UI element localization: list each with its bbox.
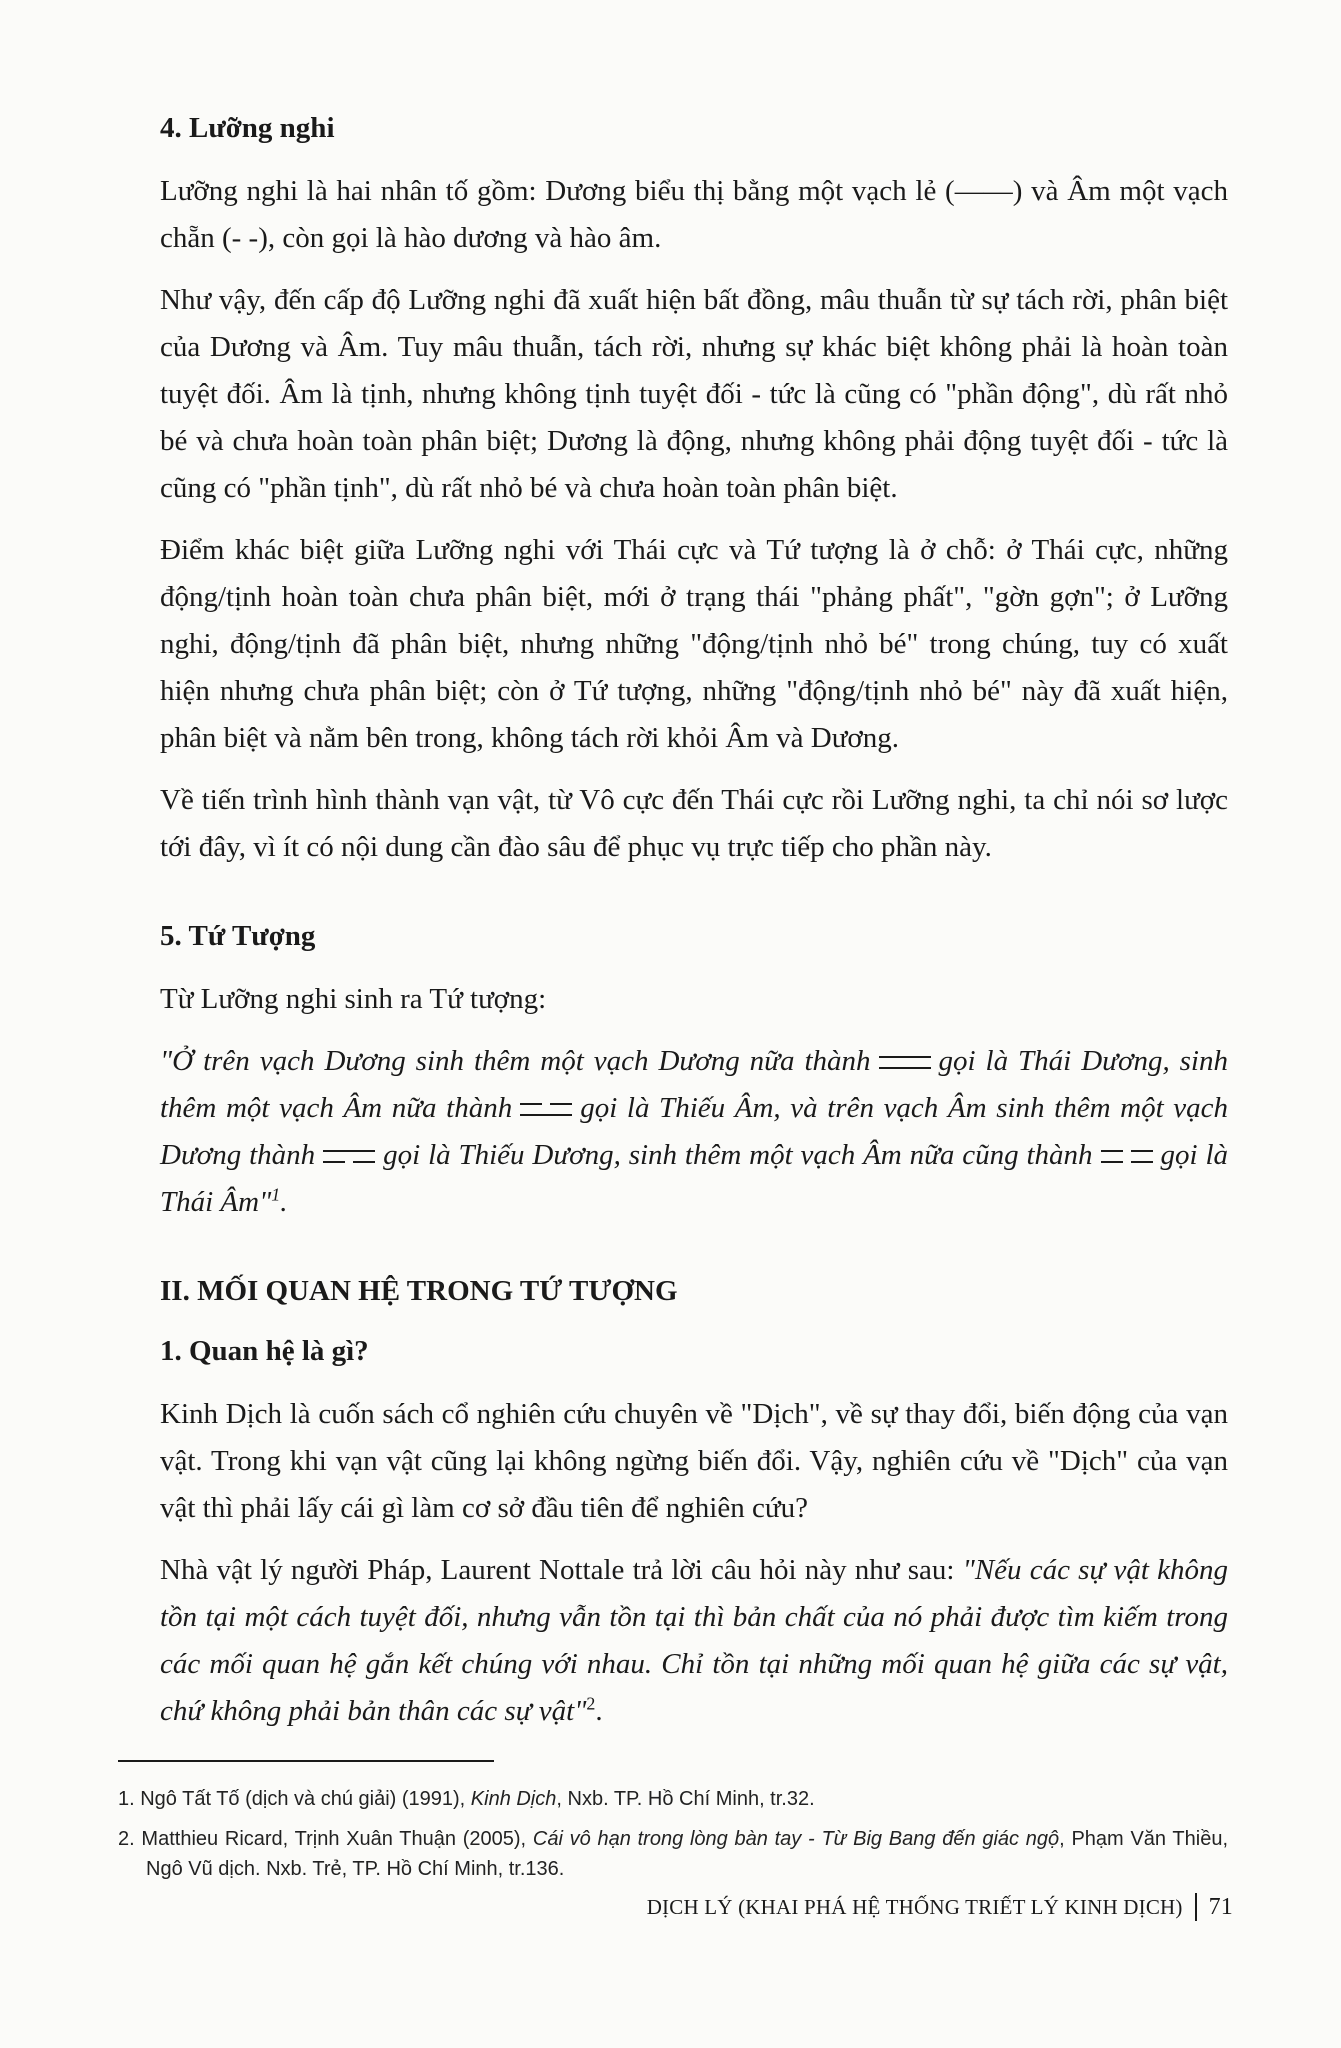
page-body [160,108,1228,1750]
quote-text: gọi là Thiếu Âm, và trên vạch Âm sinh thêm một vạch Dương thành [160,1092,1228,1171]
book-title: DỊCH LÝ (KHAI PHÁ HỆ THỐNG TRIẾT LÝ KINH DỊCH) [646,1894,1183,1919]
section-heading-4: 4. Lưỡng nghi [160,112,335,144]
paragraph: Nhà vật lý người Pháp, Laurent Nottale trả lời câu hỏi này như sau: "Nếu các sự vật không tồn tại một cách tuyệt đối, nhưng vẫn tồn tại thì bản chất của nó phải được tìm kiếm trong các mối quan hệ gắn kết chúng với nhau. Chỉ tồn tại những mối quan hệ giữa các sự vật, chứ không phải bản thân các sự vật"$^2$. [160,1554,1228,1727]
footnote-ref: 2 [586,1693,596,1714]
paragraph: Như vậy, đến cấp độ Lưỡng nghi đã xuất hiện bất đồng, mâu thuẫn từ sự tách rời, phân biệt của Dương và Âm. Tuy mâu thuẫn, tách rời, nhưng sự khác biệt không phải là hoàn toàn tuyệt đối. Âm là tịnh, nhưng không tịnh tuyệt đối - tức là cũng có "phần động", dù rất nhỏ bé và chưa hoàn toàn phân biệt; Dương là động, nhưng không phải động tuyệt đối - tức là cũng có "phần tịnh", dù rất nhỏ bé và chưa hoàn toàn phân biệt. [160,284,1228,504]
footnote-1: 1. Ngô Tất Tố (dịch và chú giải) (1991), Kinh Dịch, Nxb. TP. Hồ Chí Minh, tr.32. [118,1788,815,1810]
section-heading-5: 5. Tứ Tượng [160,920,316,952]
footnotes [118,1784,1228,1894]
footnote-2: 2. Matthieu Ricard, Trịnh Xuân Thuận (2005), Cái vô hạn trong lòng bàn tay - Từ Big Bang đến giác ngộ, Phạm Văn Thiều, Ngô Vũ dịch. Nxb. Trẻ, TP. Hồ Chí Minh, tr.136. [118,1828,1228,1880]
quote-text: gọi là Thái Dương, sinh thêm một vạch Âm nữa thành [160,1045,1228,1124]
page-number: 71 [1208,1893,1233,1920]
quote-text: "Ở trên vạch Dương sinh thêm một vạch Dương nữa thành [160,1045,871,1077]
paragraph: Kinh Dịch là cuốn sách cổ nghiên cứu chuyên về "Dịch", về sự thay đổi, biến động của vạn vật. Trong khi vạn vật cũng lại không ngừng biến đổi. Vậy, nghiên cứu về "Dịch" của vạn vật thì phải lấy cái gì làm cơ sở đầu tiên để nghiên cứu? [160,1398,1228,1524]
quote-paragraph: "Ở trên vạch Dương sinh thêm một vạch Dương nữa thành gọi là Thái Dương, sinh thêm một vạch Âm nữa thành gọi là Thiếu Âm, và trên vạch Âm sinh thêm một vạch Dương thành gọi là Thiếu Dương, sinh thêm một vạch Âm nữa cũng thành gọi là Thái Âm"$^1$. [160,1045,1228,1218]
chapter-heading-ii: II. MỐI QUAN HỆ TRONG TỨ TƯỢNG [160,1275,678,1307]
quote-text: gọi là Thái Âm" [160,1139,1228,1218]
footnote-divider [118,1760,494,1762]
thai-am-symbol [1101,1147,1153,1167]
thai-duong-symbol [879,1053,931,1073]
paragraph: Về tiến trình hình thành vạn vật, từ Vô cực đến Thái cực rồi Lưỡng nghi, ta chỉ nói sơ lược tới đây, vì ít có nội dung cần đào sâu để phục vụ trực tiếp cho phần này. [160,784,1228,863]
thieu-duong-symbol [323,1147,375,1167]
footnote-ref: 1 [271,1184,281,1205]
thieu-am-symbol [520,1100,572,1120]
footer-divider [1195,1893,1197,1921]
paragraph: Lưỡng nghi là hai nhân tố gồm: Dương biểu thị bằng một vạch lẻ (——) và Âm một vạch chẵn (- -), còn gọi là hào dương và hào âm. [160,175,1228,254]
quote-text: gọi là Thiếu Dương, sinh thêm một vạch Âm nữa cũng thành [383,1139,1093,1171]
paragraph: Từ Lưỡng nghi sinh ra Tứ tượng: [160,983,547,1015]
quote-text: "Nếu các sự vật không tồn tại một cách tuyệt đối, nhưng vẫn tồn tại thì bản chất của nó phải được tìm kiếm trong các mối quan hệ gắn kết chúng với nhau. Chỉ tồn tại những mối quan hệ giữa các sự vật, chứ không phải bản thân các sự vật" [160,1554,1228,1727]
subsection-heading-1: 1. Quan hệ là gì? [160,1335,369,1367]
running-footer [647,1893,1233,1921]
paragraph: Điểm khác biệt giữa Lưỡng nghi với Thái cực và Tứ tượng là ở chỗ: ở Thái cực, những động/tịnh hoàn toàn chưa phân biệt, mới ở trạng thái "phảng phất", "gờn gợn"; ở Lưỡng nghi, động/tịnh đã phân biệt, nhưng những "động/tịnh nhỏ bé" trong chúng, tuy có xuất hiện nhưng chưa phân biệt; còn ở Tứ tượng, những "động/tịnh nhỏ bé" này đã xuất hiện, phân biệt và nằm bên trong, không tách rời khỏi Âm và Dương. [160,534,1228,754]
